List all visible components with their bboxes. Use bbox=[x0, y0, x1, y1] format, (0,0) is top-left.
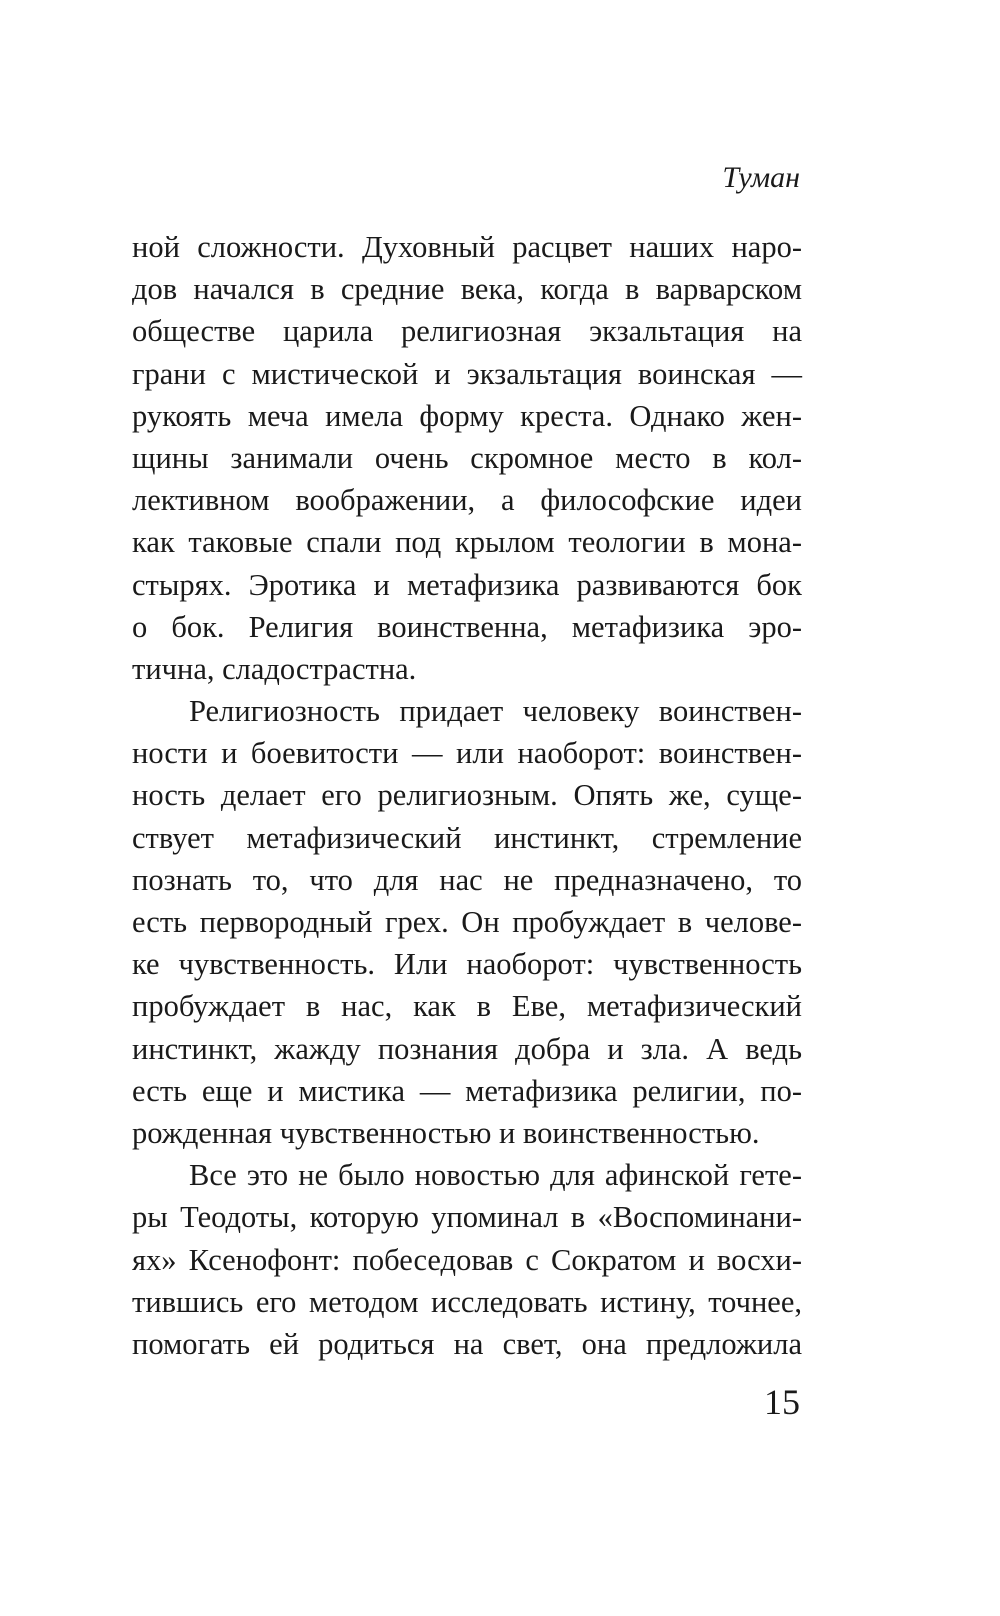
text-line: ной сложности. Духовный расцвет наших наро- bbox=[132, 230, 802, 264]
text-line: ях» Ксенофонт: побеседовав с Сократом и восхи- bbox=[132, 1242, 802, 1277]
text-line: Все это не было новостью для афинской гете- bbox=[189, 1158, 802, 1193]
text-line: лективном воображении, а философские идеи bbox=[132, 483, 802, 518]
text-line: дов начался в средние века, когда в варварском bbox=[132, 272, 802, 307]
text-line: обществе царила религиозная экзальтация на bbox=[132, 314, 802, 349]
text-line: тична, сладострастна. bbox=[132, 651, 417, 686]
text-line: пробуждает в нас, как в Еве, метафизический bbox=[132, 989, 802, 1024]
text-line: ность делает его религиозным. Опять же, суще- bbox=[132, 778, 802, 813]
text-line: помогать ей родиться на свет, она предложила bbox=[132, 1326, 802, 1361]
paragraph-2 bbox=[132, 690, 802, 1154]
text-line: стырях. Эротика и метафизика развиваются бок bbox=[132, 567, 802, 602]
text-line: Религиозность придает человеку воинствен- bbox=[189, 694, 802, 729]
text-line: ке чувственность. Или наоборот: чувственность bbox=[132, 947, 802, 982]
body-text bbox=[132, 226, 802, 1365]
text-line: как таковые спали под крылом теологии в мона- bbox=[132, 525, 802, 560]
paragraph-3 bbox=[132, 1154, 802, 1365]
text-line: познать то, что для нас не предназначено, то bbox=[132, 862, 802, 897]
paragraph-1 bbox=[132, 226, 802, 690]
text-line: грани с мистической и экзальтация воинская — bbox=[132, 356, 802, 391]
text-line: есть еще и мистика — метафизика религии, по- bbox=[132, 1073, 802, 1108]
text-line: щины занимали очень скромное место в кол- bbox=[132, 440, 802, 475]
text-line: тившись его методом исследовать истину, точнее, bbox=[132, 1284, 802, 1319]
text-line: ности и боевитости — или наоборот: воинствен- bbox=[132, 736, 802, 771]
text-line: ры Теодоты, которую упоминал в «Воспоминани- bbox=[132, 1200, 802, 1235]
text-line: рожденная чувственностью и воинственностью. bbox=[132, 1115, 760, 1150]
page-number: 15 bbox=[764, 1382, 800, 1422]
text-line: есть первородный грех. Он пробуждает в челове- bbox=[132, 905, 802, 939]
running-head: Туман bbox=[722, 161, 800, 194]
text-line: инстинкт, жажду познания добра и зла. А ведь bbox=[132, 1031, 802, 1066]
text-line: о бок. Религия воинственна, метафизика эро- bbox=[132, 609, 802, 644]
text-line: рукоять меча имела форму креста. Однако жен- bbox=[132, 398, 802, 433]
text-line: ствует метафизический инстинкт, стремление bbox=[132, 820, 802, 855]
